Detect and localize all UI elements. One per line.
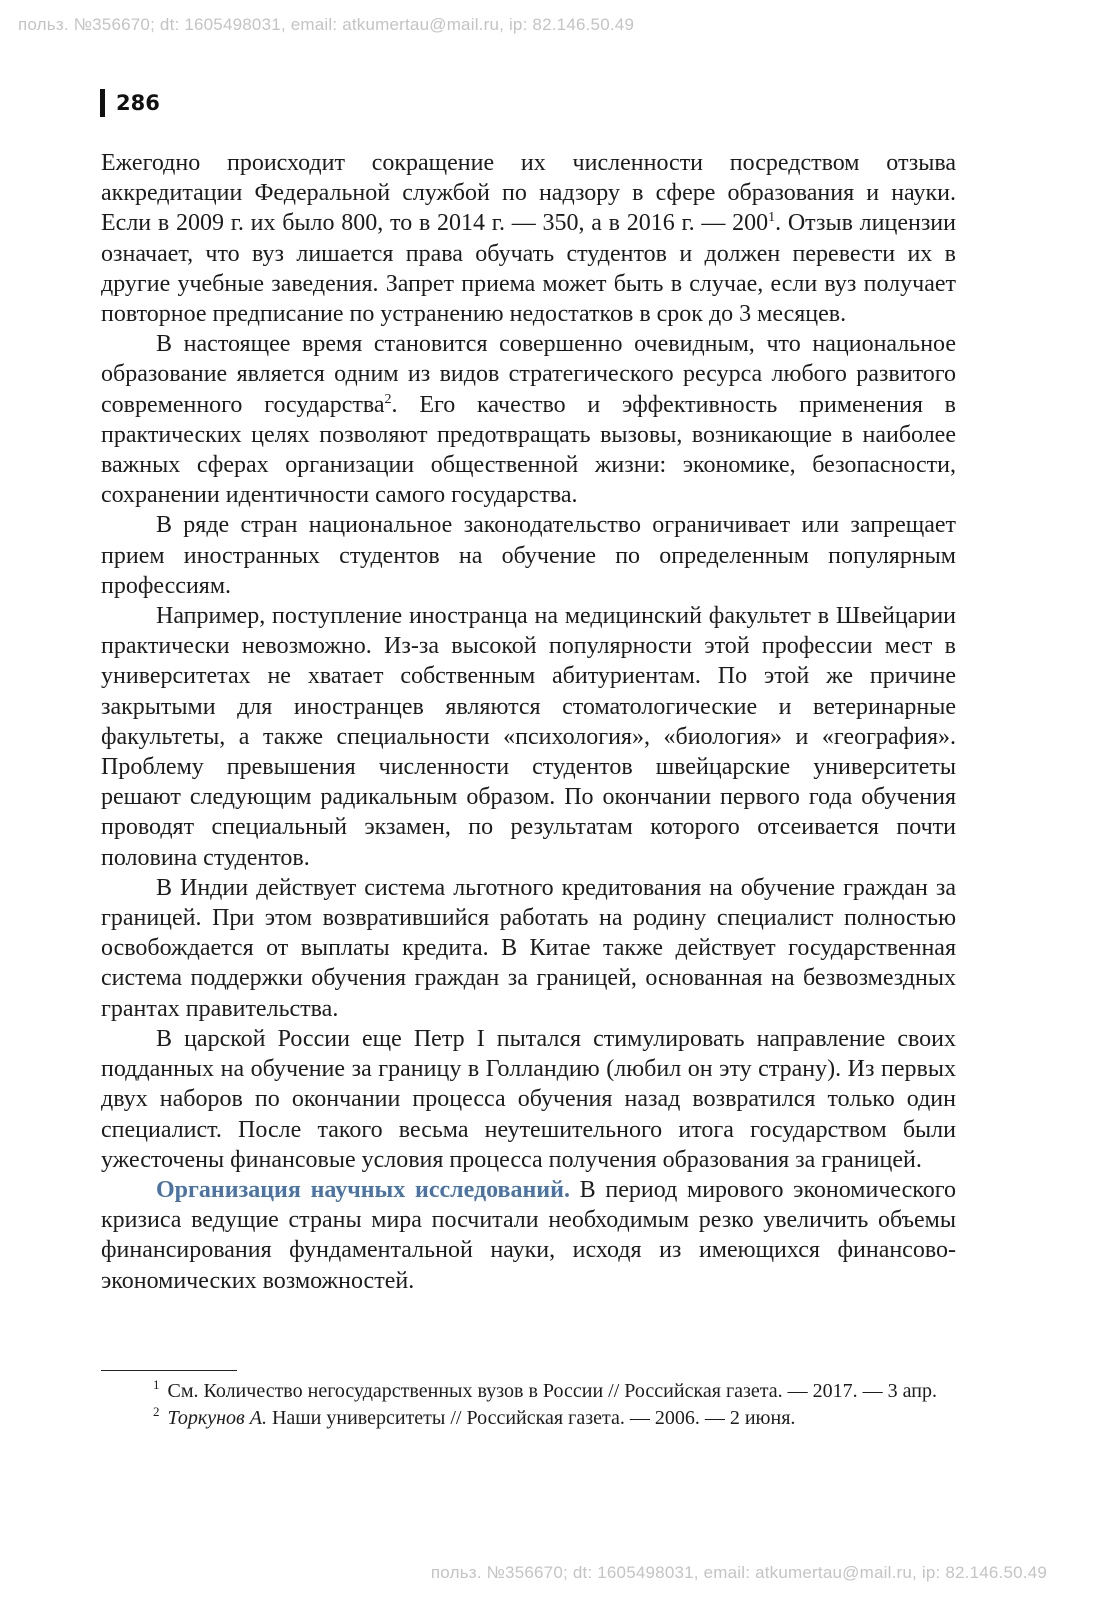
paragraph-2-after: . Его качество и эффективность применения в практических целях позволяют предотвращать вызовы, возникающие в наиболее важных сферах организации общественной жизни: экономике, безопасности, сохранении идентичности самого государства. (101, 391, 957, 509)
page-number-value: 286 (116, 91, 160, 115)
paragraph-3: В ряде стран национальное законодательство ограничивает или запрещает прием иностранных студентов на обучение по определенным популярным профессиям. (101, 512, 956, 599)
paragraph-7-text: В период мирового экономического кризиса ведущие страны мира посчитали необходимым резко увеличить объемы финансирования фундаментальной науки, исходя из имеющихся финансово-экономических возможностей. (101, 1176, 956, 1294)
footnote-ref-1[interactable]: 1 (768, 210, 776, 226)
footnote-divider (101, 1370, 237, 1371)
paragraph-5: В Индии действует система льготного кредитования на обучение граждан за границей. При этом возвратившийся работать на родину специалист полностью освобождается от выплаты кредита. В Китае также действует государственная система поддержки обучения граждан за границей, основанная на безвозмездных грантах правительства. (101, 874, 956, 1022)
watermark-bottom: польз. №356670; dt: 1605498031, email: atkumertau@mail.ru, ip: 82.146.50.49 (430, 1563, 1047, 1582)
footnote-2 (101, 1405, 956, 1432)
footnote-ref-2[interactable]: 2 (384, 391, 392, 407)
paragraph-7 (101, 1175, 956, 1296)
body-text (101, 148, 956, 1296)
footnotes (101, 1378, 956, 1432)
footnote-1-text: См. Количество негосударственных вузов в России // Российская газета. — 2017. — 3 апр. (167, 1380, 937, 1402)
paragraph-2-text: В настоящее время становится совершенно очевидным, что национальное образование является одним из видов стратегического ресурса любого развитого современного государства (101, 331, 956, 418)
footnote-1 (101, 1378, 956, 1405)
watermark-top: польз. №356670; dt: 1605498031, email: atkumertau@mail.ru, ip: 82.146.50.49 (18, 15, 635, 34)
footnote-2-author: Торкунов А. (167, 1407, 267, 1429)
paragraph-2 (101, 329, 956, 510)
section-heading: Организация научных исследований. (156, 1176, 570, 1203)
paragraph-4: Например, поступление иностранца на медицинский факультет в Швейцарии практически невозможно. Из-за высокой популярности этой профессии мест в университетах не хватает собственным абитуриентам. По этой же причине закрытыми для иностранцев являются стоматологические и ветеринарные факультеты, а также специальности «психология», «биология» и «география». Проблему превышения численности студентов швейцарские университеты решают следующим радикальным образом. По окончании первого года обучения проводят специальный экзамен, по результатам которого отсеивается почти половина студентов. (101, 603, 956, 871)
paragraph-1 (101, 148, 956, 329)
footnote-1-mark: 1 (153, 1377, 160, 1393)
paragraph-6: В царской России еще Петр I пытался стимулировать направление своих подданных на обучение за границу в Голландию (любил он эту страну). Из первых двух наборов по окончании процесса обучения назад возвратился только один специалист. После такого весьма неутешительного итога государством были ужесточены финансовые условия процесса получения образования за границей. (101, 1025, 956, 1173)
page-number-bar (100, 89, 105, 117)
paragraph-1-text: Ежегодно происходит сокращение их численности посредством отзыва аккредитации Федеральной службой по надзору в сфере образования и науки. Если в 2009 г. их было 800, то в 2014 г. — 350, а в 2016 г. — 200 (101, 150, 956, 237)
page-number (100, 88, 160, 118)
footnote-2-mark: 2 (153, 1404, 160, 1420)
paragraph-1-after: . Отзыв лицензии означает, что вуз лишается права обучать студентов и должен перевести их в другие учебные заведения. Запрет приема может быть в случае, если вуз получает повторное предписание по устранению недостатков в срок до 3 месяцев. (101, 210, 956, 328)
footnote-2-text: Наши университеты // Российская газета. — 2006. — 2 июня. (266, 1407, 796, 1429)
